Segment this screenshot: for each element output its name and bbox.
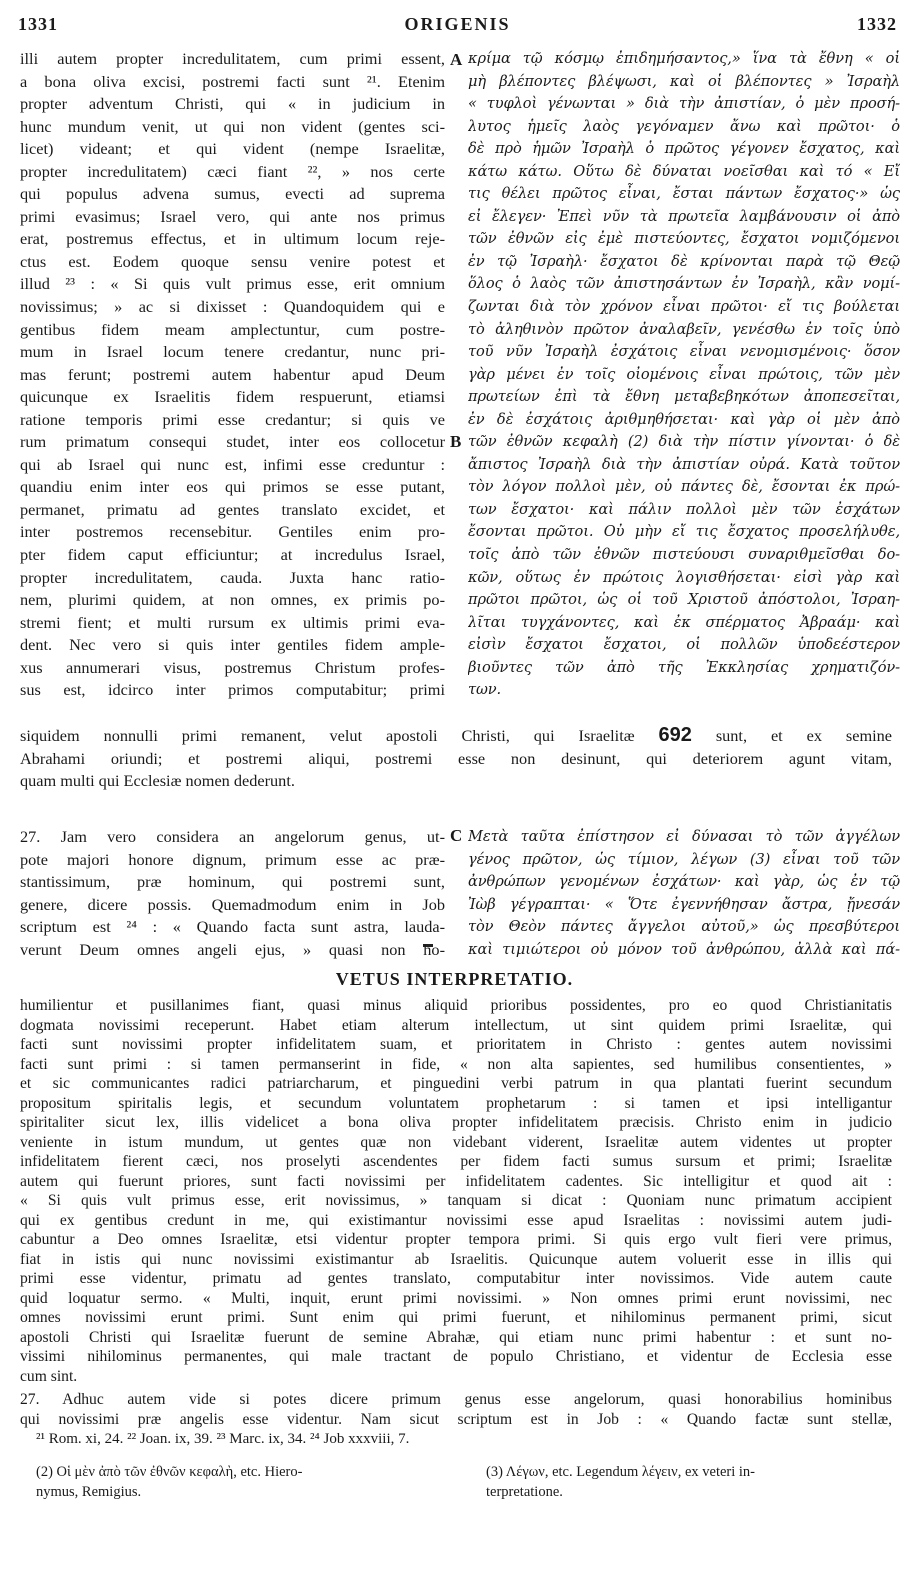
- latin-column-27: [20, 826, 445, 961]
- latin-line: verunt Deum omnes angeli ejus, » quasi non ho-: [20, 939, 445, 959]
- note-2: (2) Οἱ μὲν ἀπὸ τῶν ἐθνῶν κεφαλὴ, etc. Hiero- nymus, Remigius.: [36, 1464, 303, 1500]
- greek-line: των.: [468, 681, 502, 699]
- margin-letter-b: B: [450, 432, 462, 451]
- vetus-line: quid loquatur sermo. « Multi, inquit, erunt primi novissimi. » Non omnes primi erunt novissimi, nec: [20, 1289, 892, 1307]
- greek-line: ὅλος ὁ λαὸς τῶν ἀπιστησάντων ἐν Ἰσραὴλ, κἂν νομί-: [468, 275, 900, 293]
- vetus-interpretatio-text: [20, 996, 892, 1429]
- greek-line: ἐν δὲ ἐσχάτοις ἀριθμηθήσεται· καὶ γὰρ οἱ μὲν ἀπὸ: [468, 410, 900, 428]
- latin-line: novissimus; » ac si dixisset : Quandoquidem qui e: [20, 297, 445, 317]
- latin-line: gentibus fidem meam amplectuntur, cum postre-: [20, 319, 445, 339]
- vetus-line: spiritaliter sicut lex, illis videlicet a bona oliva propter infidelitatem præcisis. Christo enim in judicio: [20, 1114, 892, 1131]
- vetus-line: apostoli Christi qui Israelitæ fuerunt de semine Abrahæ, qui etiam nunc primi habentur : et sunt no-: [20, 1328, 892, 1346]
- running-head: [18, 14, 897, 44]
- greek-column-top: [468, 48, 900, 702]
- greek-line: τὸν Θεὸν πάντες ἄγγελοι αὐτοῦ,» ὡς πρεσβύτεροι: [468, 918, 900, 936]
- latin-line: qui populus advena sumus, evecti ad suprema: [20, 184, 445, 204]
- greek-line: εἰ ἔλεγεν· Ἐπεὶ νῦν τὰ πρωτεῖα λαμβάνουσιν οἱ ἀπὸ: [468, 207, 900, 225]
- latin-line: propter incredulitatem) cæci fiant ²², » nos certe: [20, 161, 445, 181]
- vetus-line: vissimi nihilominus permanentes, qui male tractant de populo Christiano, et videntur de Ecclesia esse: [20, 1348, 892, 1365]
- vetus-line: cum sint.: [20, 1367, 78, 1385]
- footnote-references: [36, 1429, 896, 1449]
- latin-line: rum primatum consequi studet, inter eos collocetur: [20, 432, 445, 452]
- latin-line: sus est, idcirco inter primos computabitur; primi: [20, 680, 445, 700]
- latin-line: stantissimum, præ hominum, qui postremi sunt,: [20, 872, 445, 892]
- vetus-line: infidelitatem fierent cæci, nos proselyti ascendentes per fidem facti sumus sursum et primi; Israelitæ: [20, 1153, 892, 1170]
- greek-line: ἀνθρώπων γενομένων ἐσχάτων· καὶ γὰρ, ὡς ἐν τῷ: [468, 873, 900, 891]
- greek-line: « τυφλοὶ γένωνται » διὰ τὴν ἀπιστίαν, ὁ μὲν προσή-: [468, 95, 900, 113]
- latin-line: licet) videant; et qui vident (nempe Israelitæ,: [20, 139, 445, 159]
- full-width-passage: [20, 724, 892, 793]
- greek-line: των ἔσχατοι· καὶ πάλιν πολλοὶ μὲν τῶν ἐσχάτων: [468, 500, 900, 518]
- latin-line: illi autem propter incredulitatem, cum primi essent,: [20, 49, 445, 68]
- vetus-line: facti sunt primi : si tamen permanserint in fide, « non alta sapientes, sed humilibus consentientes, »: [20, 1055, 892, 1073]
- footnote-refs-line: ²¹ Rom. xi, 24. ²² Joan. ix, 39. ²³ Marc. ix, 34. ²⁴ Job xxxviii, 7.: [36, 1431, 410, 1447]
- greek-line: τοῦ νῦν Ἰσραὴλ ἐσχάτοις εἶναι νενομισμένοις· ὅσον: [468, 343, 900, 361]
- latin-line: ratione temporis primi esse credantur; si quis ve: [20, 409, 445, 429]
- latin-line: hunc mundum venit, ut qui non vident (gentes sci-: [20, 116, 445, 136]
- greek-line: κάτω κάτω. Οὕτω δὲ δύναται νοεῖσθαι καὶ τό « Εἴ: [468, 162, 900, 180]
- latin-line: xus annumerari visus, postremus Christum profes-: [20, 657, 445, 677]
- latin-line: inter postremos recensebitur. Gentiles enim pro-: [20, 522, 445, 542]
- vetus-line: « Si quis vult primus esse, erit novissimus, » tanquam si dicat : Quoniam nunc primatum accipient: [20, 1192, 892, 1209]
- vetus-line: veniente in istum mundum, ut gentes quæ non videbant viderent, Israelitæ autem videntes ut propter: [20, 1133, 892, 1151]
- column-number: 692: [658, 724, 692, 746]
- greek-line: τοῖς ἀπὸ τῶν ἐθνῶν πιστεύουσι συναριθμεῖσθαι δο-: [468, 546, 900, 564]
- vetus-line: humilientur et pusillanimes fiant, quasi minus aliquid prioribus possidentes, pro eo quod Christianitatis: [20, 997, 892, 1014]
- greek-line: κρίμα τῷ κόσμῳ ἐπιδημήσαντος,» ἵνα τὰ ἔθνη « οἱ: [468, 50, 900, 67]
- latin-line: nem, plurimi quidem, at non omnes, ex primis po-: [20, 590, 445, 610]
- greek-line: πρωτείων ἐπὶ τὰ ἔθνη μεταβεβηκότων ἀποπεσεῖται,: [468, 388, 900, 406]
- latin-line: propter incredulitatem, cauda. Juxta hanc ratio-: [20, 567, 445, 587]
- greek-line: βιοῦντες τῶν ἀπὸ τῆς Ἐκκλησίας χρηματιζόν-: [468, 658, 900, 676]
- greek-line: τὸ ἀληθινὸν πρῶτον ἀναλαβεῖν, γενέσθω ἐν τοῖς ὑπὸ: [468, 320, 900, 338]
- latin-line: erat, postremus effectus, et in ultimum locum reje-: [20, 229, 445, 249]
- vetus-line: cabuntur a Deo omnes Israelitæ, etsi videntur propter tempora primi. Si quis ergo vult fieri vere primus,: [20, 1231, 892, 1248]
- latin-line: genere, dicere possis. Quemadmodum enim in Job: [20, 894, 445, 914]
- greek-line: Μετὰ ταῦτα ἐπίστησον εἰ δύνασαι τὸ τῶν ἀγγέλων: [468, 828, 900, 845]
- greek-line: ζωνται διὰ τὸν χρόνον εἶναι πρῶτοι· εἴ τις βούλεται: [468, 298, 900, 316]
- latin-line: ctus est. Eodem quoque sensu venire potest et: [20, 251, 445, 271]
- greek-line: ἔσονται πρῶτοι. Οὐ μὴν εἴ τις ἔσχατος προσελήλυθε,: [468, 523, 900, 541]
- page-number-right: 1332: [857, 14, 897, 34]
- greek-line: γὰρ μένει ἐν τοῖς οἰομένοις εἶναι πρώτοις, τῶν μὲν: [468, 365, 900, 383]
- latin-line: mas ferunt; postremi autem habentur apud Deum: [20, 364, 445, 384]
- greek-line: Ἰὼβ γέγραπται· « Ὅτε ἐγεννήθησαν ἄστρα, ᾔνεσάν: [468, 895, 900, 913]
- latin-line: permanet, primatu ad gentes translato excidet, et: [20, 499, 445, 519]
- greek-line: κῶν, οὕτως ἐν πρώτοις λογισθήσεται· εἰσὶ γὰρ καὶ: [468, 568, 900, 586]
- margin-letter-c: C: [450, 826, 463, 845]
- vetus-line: dogmata novissimi receperunt. Habet etiam alterum intellectum, ut sint quidem primi Israelitæ, qui: [20, 1016, 892, 1034]
- vetus-line: qui novissimi præ angelis esse videntur. Nam sicut scriptum est in Job : « Quando factæ sunt stellæ,: [20, 1410, 892, 1428]
- margin-letter-a: A: [450, 50, 463, 69]
- vetus-line: facti sunt novissimi propter infidelitatem suam, et prioritatem in Christo : gentes autem novissimi: [20, 1036, 892, 1053]
- latin-column-top: [20, 48, 445, 702]
- latin-line: primi evasimus; Israel vero, qui ante nos primus: [20, 206, 445, 226]
- vetus-line: omnes novissimi erunt primi. Sunt enim qui primi fuerunt, et nihilominus permanent primi, sicut: [20, 1309, 892, 1326]
- greek-line: τις θέλει πρῶτος εἶναι, ἔσται πάντων ἔσχατος·» ὡς: [468, 185, 900, 203]
- full-width-line: siquidem nonnulli primi remanent, velut apostoli Christi, qui Israelitæ 692 sunt, et ex semine: [20, 724, 892, 746]
- latin-line: illud ²³ : « Si quis vult primus esse, erit omnium: [20, 274, 445, 294]
- latin-line: pter fidem caput efficiuntur; at incredulus Israel,: [20, 545, 445, 565]
- greek-line: ἄπιστος Ἰσραὴλ διὰ τὴν ἀπιστίαν οὐρά. Κατὰ τοῦτον: [468, 455, 900, 473]
- greek-line: λυτος ἡμεῖς λαὸς γεγόναμεν ἄνω καὶ πρῶτοι· ὁ: [468, 117, 900, 135]
- latin-line: qui ab Israel qui nunc est, infimi esse creduntur :: [20, 454, 445, 474]
- greek-line: τῶν ἐθνῶν κεφαλὴ (2) διὰ τὴν πίστιν γίνονται· ὁ δὲ: [468, 433, 900, 451]
- greek-line: ἐν τῷ Ἰσραὴλ· ἔσχατοι δὲ κρίνονται παρὰ τῷ Θεῷ: [468, 252, 900, 270]
- latin-line: quicunque ex Israelitis fidem respuerunt, etiamsi: [20, 387, 445, 407]
- greek-line: τὸν λόγον πολλοὶ μὲν, οὐ πάντες δὲ, ἔσονται ἐκ πρώ-: [468, 478, 900, 496]
- latin-line: a bona oliva excisi, postremi facti sunt ²¹. Etenim: [20, 71, 445, 91]
- greek-line: πρῶτοι πρῶτοι, ὡς οἱ τοῦ Χριστοῦ ἀπόστολοι, Ἰσραη-: [468, 591, 900, 609]
- vetus-line: autem qui fuerunt priores, sunt facti novissimi per infidelitatem cadentes. Sic intelligitur et quod ait :: [20, 1172, 892, 1190]
- greek-line: γένος πρῶτον, ὡς τίμιον, λέγων (3) εἶναι τοῦ τῶν: [468, 850, 900, 868]
- full-width-line: quam multi qui Ecclesiæ nomen dederunt.: [20, 771, 295, 790]
- vetus-interpretatio-title: VETUS INTERPRETATIO.: [335, 969, 574, 989]
- latin-line: quandiu enim inter eos qui primos se esse putant,: [20, 477, 445, 497]
- greek-line: τῶν ἐθνῶν εἰς ἐμὲ πιστεύοντες, ἔσχατοι νομιζόμενοι: [468, 230, 900, 248]
- vetus-line: primi esse videntur, primatu ad gentes translato, computabitur inter novissimos. Vide autem caute: [20, 1270, 892, 1287]
- greek-line: καὶ τιμιώτεροι οὐ μόνον τοῦ ἀνθρώπου, ἀλλὰ καὶ πά-: [468, 940, 900, 958]
- latin-line: dent. Nec vero si quis inter gentiles fidem ample-: [20, 635, 445, 655]
- latin-line: propter adventum Christi, qui « in judicium in: [20, 94, 445, 114]
- vetus-line: fiat in istis qui nunc novissimi existimantur ab Israelitis. Quicunque autem voluerit esse in illis qui: [20, 1250, 892, 1268]
- greek-line: λῖται τυγχάνοντες, καὶ ἐκ σπέρματος Ἀβραάμ· καὶ: [468, 613, 900, 631]
- greek-line: μὴ βλέποντες βλέψωσι, καὶ οἱ βλέποντες » Ἰσραὴλ: [468, 72, 900, 90]
- vetus-line: propositum spiritalis legis, et secundum voluntatem prophetarum : si tamen et ipsi intelligantur: [20, 1094, 892, 1112]
- greek-line: δὲ πρὸ ἡμῶν Ἰσραὴλ ὁ πρῶτος γέγονεν ἔσχατος, καὶ: [468, 140, 900, 158]
- latin-line: mum in Israel locum tenere credantur, nunc pri-: [20, 342, 445, 362]
- vetus-line: qui ex gentibus credunt in me, qui existimantur novissimi esse apud Israelitas : novissimi autem judi-: [20, 1211, 892, 1229]
- vetus-line: et sic communicantes radici patriarcharum, et pinguedini verbi patrum in qua plantati fuerint secundum: [20, 1075, 892, 1092]
- latin-line: pote majori honore dignum, primum esse ac præ-: [20, 849, 445, 869]
- running-title: ORIGENIS: [404, 14, 511, 34]
- page-number-left: 1331: [18, 14, 58, 34]
- latin-line: 27. Jam vero considera an angelorum genus, ut-: [20, 827, 445, 846]
- greek-column-27: [468, 826, 900, 961]
- vetus-line: 27. Adhuc autem vide si potes dicere primum genus esse angelorum, quasi honorabilius hominibus: [20, 1391, 892, 1408]
- greek-line: εἰσὶν ἔσχατοι ἔσχατοι, οἱ πολλῶν ὑποδεέστερον: [468, 636, 900, 654]
- full-width-line: Abrahami oriundi; et postremi aliqui, postremi esse non desinunt, qui deteriorem agunt vitam,: [20, 748, 892, 768]
- latin-line: stremi fient; et multi rursum ex ultimis primi eva-: [20, 612, 445, 632]
- note-3: (3) Λέγων, etc. Legendum λέγειν, ex veteri in- terpretatione.: [486, 1464, 756, 1500]
- latin-line: scriptum est ²⁴ : « Quando facta sunt astra, lauda-: [20, 917, 445, 937]
